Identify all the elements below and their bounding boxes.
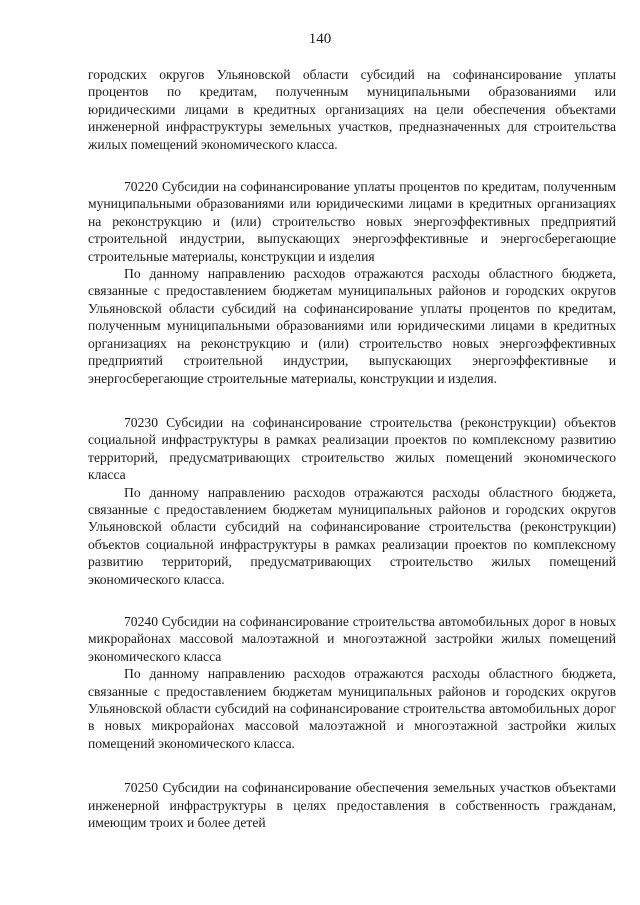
intro-paragraph: городских округов Ульяновской области субсидий на софинансирование уплаты процентов по кредитам, полученным муниципальными образованиями или юридическими лицами в кредитных организациях на цели обеспечения объектами инженерной инфраструктуры земельных участков, предназначенных для строительства жилых помещений экономического класса. [88,67,616,152]
section-70240 [88,613,616,752]
section-body: По данному направлению расходов отражаются расходы областного бюджета, связанные с предоставлением бюджетам муниципальных районов и городских округов Ульяновской области субсидий на софинансирование уплаты процентов по кредитам, полученным муниципальными образованиями или юридическими лицами в кредитных организациях на реконструкцию и (или) строительство новых энергоэффективных предприятий строительной индустрии, выпускающих энергоэффективные и энергосберегающие строительные материалы, конструкции и изделия. [88,266,616,386]
section-body: По данному направлению расходов отражаются расходы областного бюджета, связанные с предоставлением бюджетам муниципальных районов и городских округов Ульяновской области субсидий на софинансирование строительства (реконструкции) объектов социальной инфраструктуры в рамках реализации проектов по комплексному развитию территорий, предусматривающих строительство жилых помещений экономического класса. [88,484,616,587]
section-70250 [88,779,616,831]
section-heading: 70240 Субсидии на софинансирование строительства автомобильных дорог в новых микрорайонах массовой малоэтажной и многоэтажной застройки жилых помещений экономического класса [88,613,616,664]
page-number: 140 [308,31,332,47]
section-heading: 70220 Субсидии на софинансирование уплаты процентов по кредитам, полученным муниципальными образованиями или юридическими лицами в кредитных организациях на реконструкцию и (или) строительство новых энергоэффективных предприятий строительной индустрии, выпускающих энергоэффективные и энергосберегающие строительные материалы, конструкции и изделия [88,179,616,264]
section-heading: 70250 Субсидии на софинансирование обеспечения земельных участков объектами инженерной инфраструктуры в целях предоставления в собственность гражданам, имеющим троих и более детей [88,780,616,831]
document-body [88,66,616,831]
section-body: По данному направлению расходов отражаются расходы областного бюджета, связанные с предоставлением бюджетам муниципальных районов и городских округов Ульяновской области субсидий на софинансирование строительства автомобильных дорог в новых микрорайонах массовой малоэтажной и многоэтажной застройки жилых помещений экономического класса. [88,666,616,751]
section-70220 [88,178,616,387]
section-heading: 70230 Субсидии на софинансирование строительства (реконструкции) объектов социальной инфраструктуры в рамках реализации проектов по комплексному развитию территорий, предусматривающих строительство жилых помещений экономического класса [88,414,616,483]
section-70230 [88,414,616,588]
